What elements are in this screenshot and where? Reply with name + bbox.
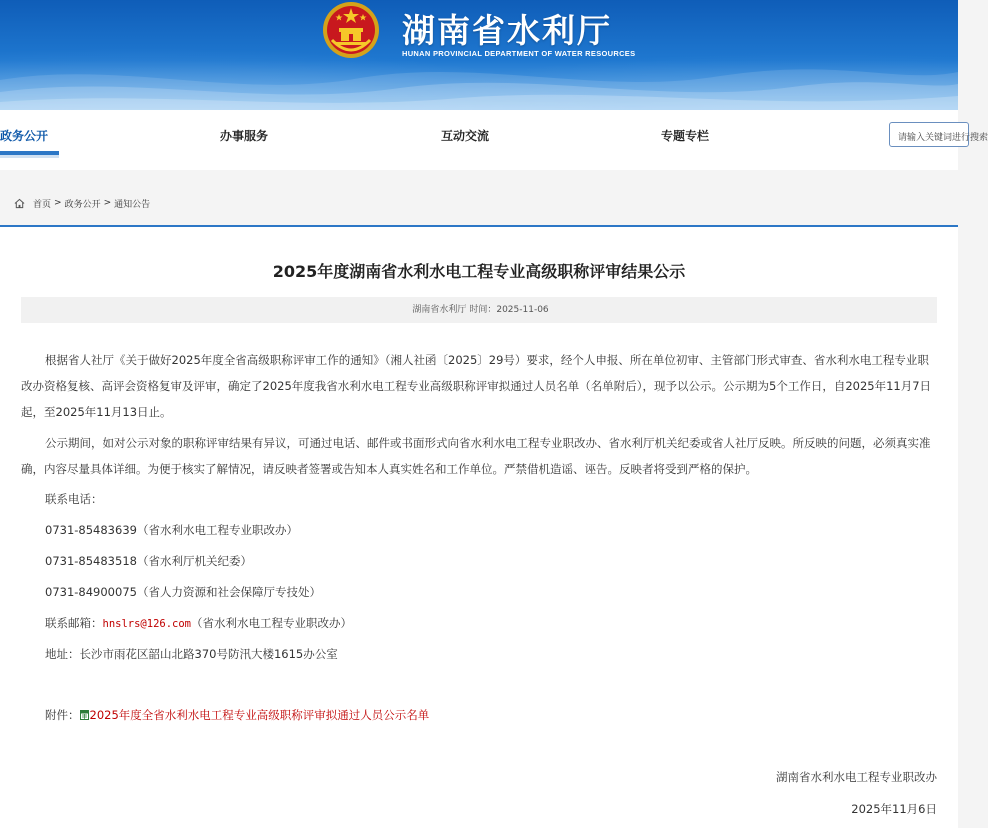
home-icon [14, 198, 25, 209]
breadcrumb-separator: > [103, 198, 112, 208]
email-link[interactable]: hnslrs@126.com [102, 618, 192, 630]
contact-email-line [45, 615, 352, 631]
contact-label: 联系电话： [45, 492, 103, 506]
breadcrumb-home[interactable]: 首页 [33, 199, 52, 210]
site-banner [0, 0, 958, 110]
paragraph-text: 根据省人社厅《关于做好2025年度全省高级职称评审工作的通知》（湘人社函〔2025〕29号）要求，经个人申报、所在单位初审、主管部门形式审查、省水利水电工程专业职改办资格复核、高评会资格复审及评审，确定了2025年度我省水利水电工程专业高级职称评审拟通过人员名单（名单附后），现予以公示。公示期为5个工作日，自2025年11月7日起，至2025年11月13日止。 [21, 353, 932, 419]
nav-item-special-topics[interactable]: 专题专栏 [661, 129, 710, 143]
main-nav [0, 110, 958, 170]
national-emblem-icon [322, 0, 380, 60]
breadcrumb-government-affairs[interactable]: 政务公开 [64, 199, 101, 210]
breadcrumb-separator: > [54, 198, 62, 208]
attachment-label: 附件： [45, 708, 80, 722]
breadcrumb-notices[interactable]: 通知公告 [114, 199, 151, 210]
signature-date: 2025年11月6日 [851, 802, 937, 816]
article-paragraph [21, 347, 939, 425]
contact-phone: 0731-85483518（省水利厅机关纪委） [45, 554, 252, 568]
article-source: 湖南省水利厅 [412, 305, 467, 315]
search-input[interactable]: 请输入关键词进行搜索 [889, 122, 969, 147]
paragraph-text: 公示期间，如对公示对象的职称评审结果有异议，可通过电话、邮件或书面形式向省水利水电工程专业职改办、省水利厅机关纪委或省人社厅反映。所反映的问题，必须真实准确，内容尽量具体详细。为便于核实了解情况，请反映者签署或告知本人真实姓名和工作单位。严禁借机造谣、诬告。反映者将受到严格的保护。 [21, 436, 931, 476]
nav-item-interaction[interactable]: 互动交流 [441, 129, 490, 143]
article-card [0, 225, 958, 828]
attachment-link[interactable]: 2025年度全省水利水电工程专业高级职称评审拟通过人员公示名单 [89, 708, 430, 722]
contact-address: 地址：长沙市雨花区韶山北路370号防汛大楼1615办公室 [45, 647, 338, 661]
breadcrumb [14, 196, 150, 210]
nav-item-government-affairs[interactable]: 政务公开 [0, 129, 49, 143]
article-title: 2025年度湖南省水利水电工程专业高级职称评审结果公示 [272, 262, 686, 281]
nav-item-services[interactable]: 办事服务 [220, 129, 269, 143]
article-time-label: 时间： [469, 305, 497, 315]
signature-department: 湖南省水利水电工程专业职改办 [776, 770, 937, 784]
contact-phone: 0731-84900075（省人力资源和社会保障厅专技处） [45, 585, 321, 599]
excel-file-icon [80, 710, 89, 720]
nav-active-indicator-shadow [0, 155, 59, 158]
site-title: 湖南省水利厅 [402, 11, 612, 50]
email-note: （省水利水电工程专业职改办） [191, 616, 353, 630]
article-meta [21, 297, 937, 323]
email-label: 联系邮箱： [45, 616, 103, 630]
article-time: 2025-11-06 [496, 305, 549, 315]
contact-phone: 0731-85483639（省水利水电工程专业职改办） [45, 523, 298, 537]
article-paragraph [21, 430, 939, 482]
attachment-line [45, 707, 429, 723]
banner-wave-decoration [0, 50, 958, 110]
site-subtitle: HUNAN PROVINCIAL DEPARTMENT OF WATER RESOURCES [402, 49, 636, 58]
